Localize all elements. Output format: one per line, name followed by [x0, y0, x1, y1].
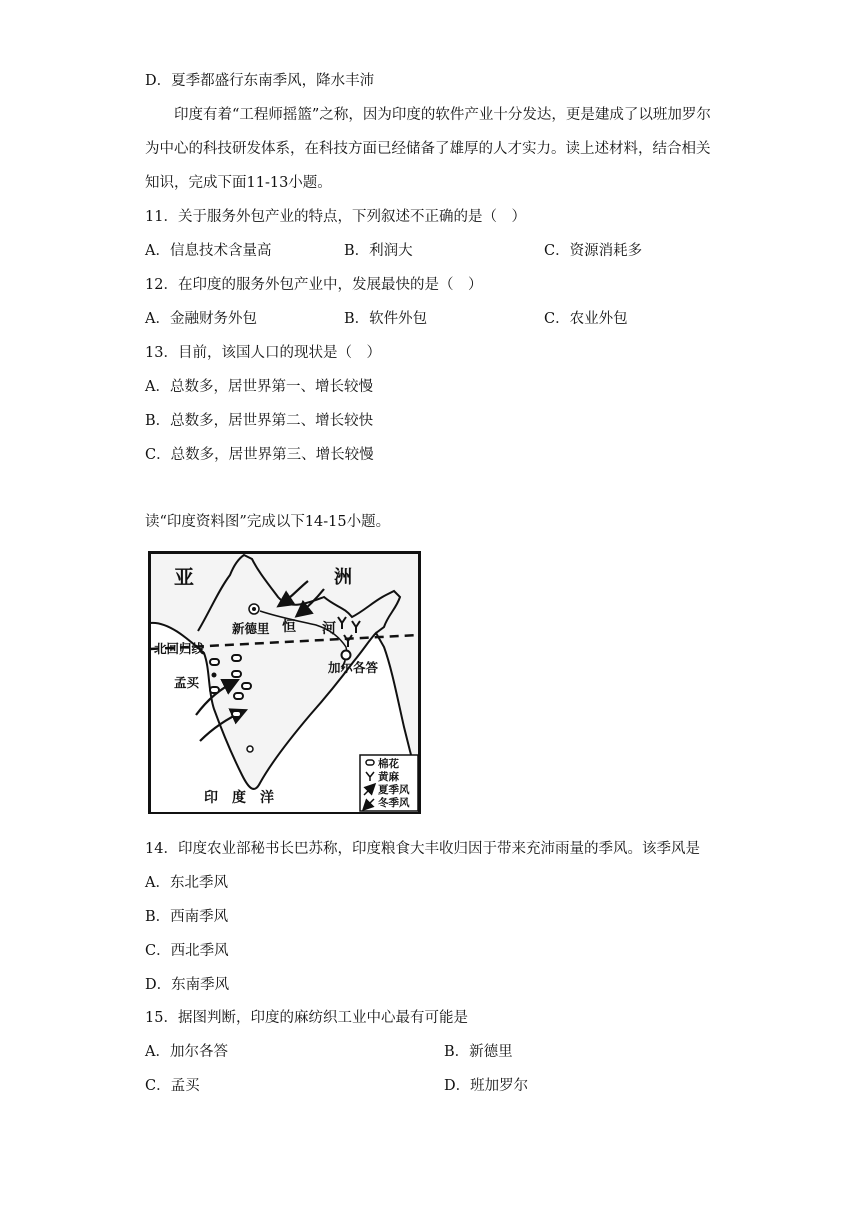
legend-cotton-icon: [366, 760, 374, 765]
label-ocean: 印 度 洋: [204, 790, 274, 806]
cotton-marker: [232, 655, 241, 661]
label-delhi: 新德里: [232, 621, 270, 636]
cotton-marker: [210, 659, 219, 665]
q13-option-b: B．总数多，居世界第二、增长较快: [145, 413, 374, 429]
label-zhou: 洲: [334, 567, 352, 588]
q13-option-a: A．总数多，居世界第一、增长较慢: [145, 379, 373, 395]
legend-cotton-label: 棉花: [378, 758, 399, 770]
q14-option-d: D．东南季风: [145, 977, 230, 993]
map-intro: 读“印度资料图”完成以下14-15小题。: [145, 514, 391, 530]
q14-option-a: A．东北季风: [145, 875, 228, 891]
q11-option-c: C．资源消耗多: [544, 243, 643, 259]
q15-option-b: B．新德里: [444, 1044, 513, 1060]
cotton-marker: [232, 671, 241, 677]
label-mumbai: 孟买: [174, 675, 200, 690]
q15-option-a: A．加尔各答: [145, 1044, 228, 1060]
q13-stem: 13．目前，该国人口的现状是（ ）: [145, 345, 381, 361]
legend-jute-label: 黄麻: [378, 771, 399, 783]
india-map: [148, 551, 421, 814]
delhi-dot: [252, 607, 256, 611]
q12-option-b: B．软件外包: [344, 311, 428, 327]
cotton-marker: [242, 683, 251, 689]
legend-summer-label: 夏季风: [378, 784, 410, 796]
q14-option-c: C．西北季风: [145, 943, 229, 959]
label-asia: 亚: [174, 565, 194, 589]
top-option-d: D．夏季都盛行东南季风，降水丰沛: [145, 73, 375, 89]
q15-stem: 15．据图判断，印度的麻纺织工业中心最有可能是: [145, 1010, 468, 1026]
cotton-marker: [232, 711, 241, 717]
q11-option-b: B．利润大: [344, 243, 413, 259]
q14-option-b: B．西南季风: [145, 909, 229, 925]
q12-option-a: A．金融财务外包: [145, 311, 257, 327]
label-heng: 恒: [282, 619, 296, 635]
kolkata-marker: [342, 651, 351, 660]
bangalore-marker: [247, 746, 253, 752]
mumbai-marker: [212, 673, 217, 678]
label-he: 河: [322, 621, 336, 637]
passage: 印度有着“工程师摇篮”之称，因为印度的软件产业十分发达，更是建成了以班加罗尔为中心的科技研发体系，在科技方面已经储备了雄厚的人才实力。读上述材料，结合相关知识，完成下面11-13小题。: [145, 107, 711, 191]
q15-option-c: C．孟买: [145, 1078, 200, 1094]
cotton-marker: [234, 693, 243, 699]
label-kolkata: 加尔各答: [328, 660, 379, 675]
label-tropic: 北回归线: [154, 641, 205, 656]
q11-option-a: A．信息技术含量高: [145, 243, 272, 259]
q12-stem: 12．在印度的服务外包产业中，发展最快的是（ ）: [145, 277, 483, 293]
q14-stem: 14．印度农业部秘书长巴苏称，印度粮食大丰收归因于带来充沛雨量的季风。该季风是: [145, 841, 700, 857]
legend-winter-label: 冬季风: [378, 797, 410, 809]
cotton-marker: [210, 687, 219, 693]
q11-stem: 11．关于服务外包产业的特点，下列叙述不正确的是（ ）: [145, 209, 526, 225]
map-legend: [360, 755, 418, 811]
q15-option-d: D．班加罗尔: [444, 1078, 529, 1094]
q12-option-c: C．农业外包: [544, 311, 628, 327]
q13-option-c: C．总数多，居世界第三、增长较慢: [145, 447, 374, 463]
